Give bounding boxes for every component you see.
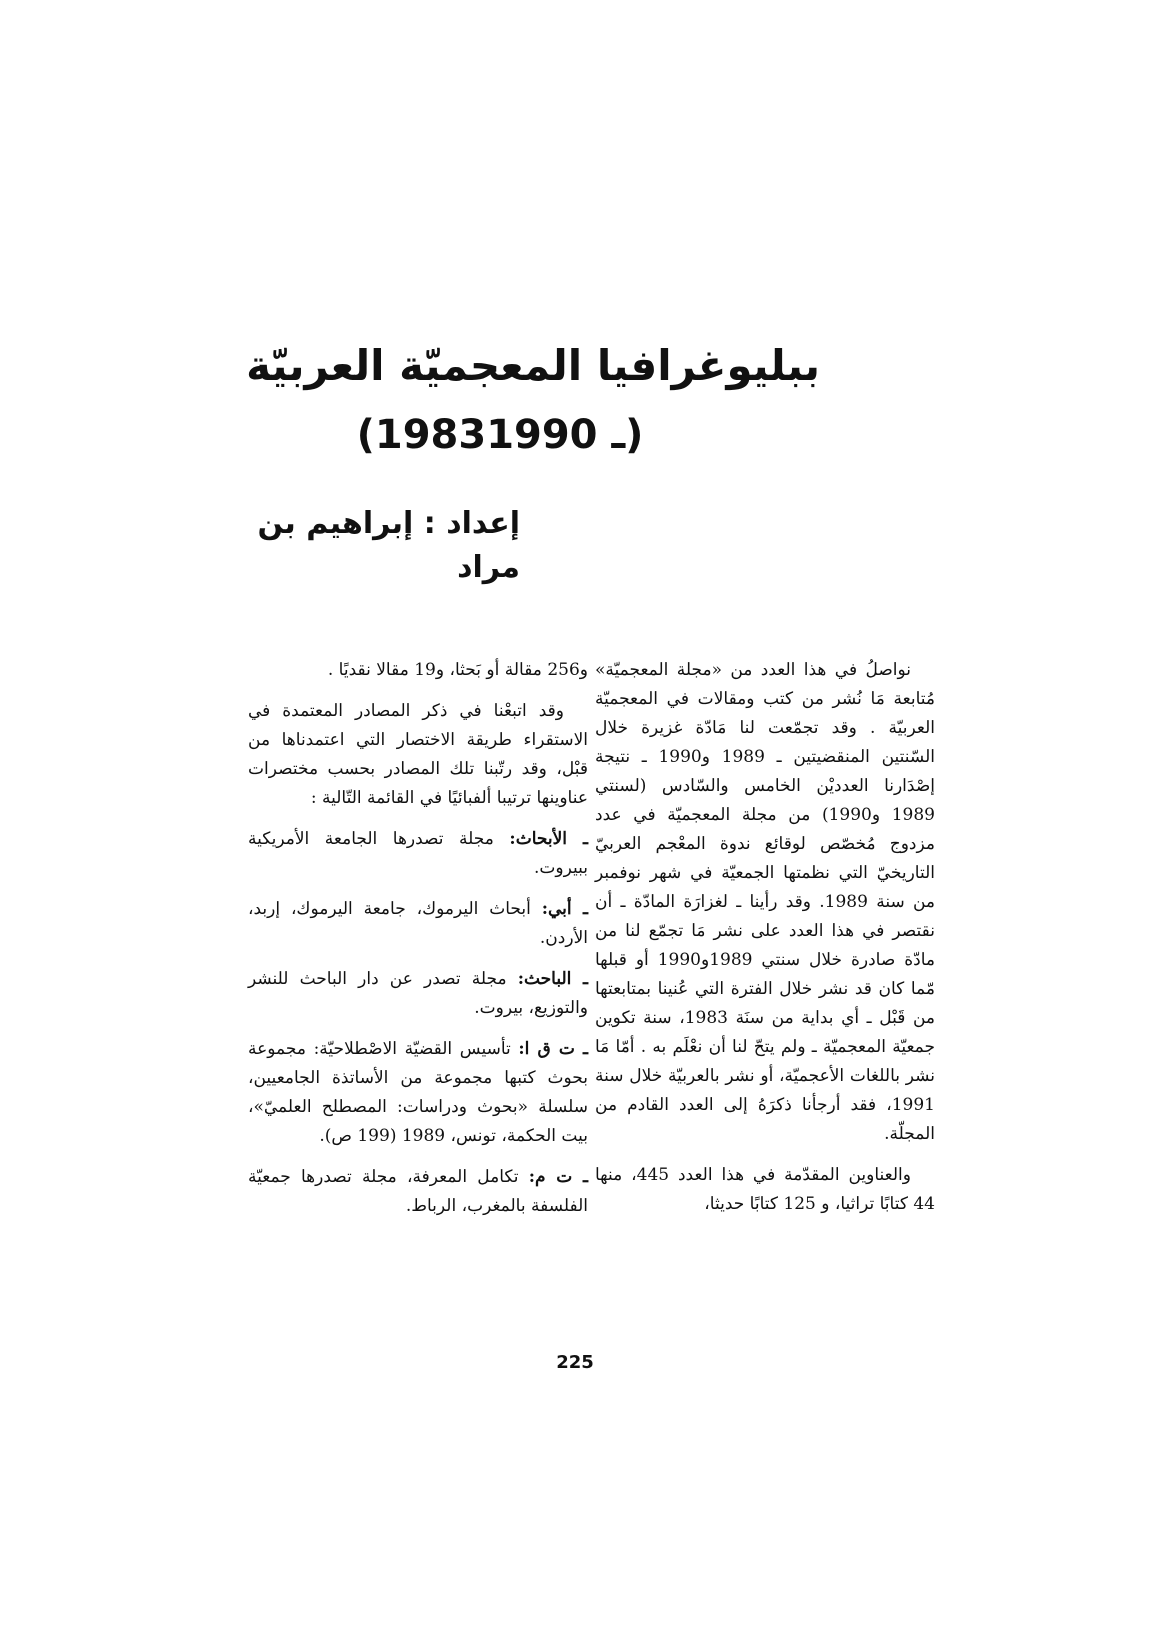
right-column	[595, 656, 935, 1231]
page-title: ببليوغرافيا المعجميّة العربيّة	[246, 341, 820, 390]
source-description: أبحاث اليرموك، جامعة اليرموك، إربد، الأردن.	[248, 899, 588, 948]
source-entry	[248, 895, 588, 953]
source-abbreviation: ـ أبي:	[541, 899, 588, 919]
source-abbreviation: ـ الباحث:	[517, 969, 589, 989]
source-entry	[248, 1035, 588, 1151]
source-description: تأسيس القضيّة الاصْطلاحيّة: مجموعة بحوث كتبها مجموعة من الأساتذة الجامعيين، سلسلة «بحوث ودراسات: المصطلح العلميّ»، بيت الحكمة، تونس، 1989 (199 ص).	[248, 1039, 588, 1146]
source-entry	[248, 1163, 588, 1221]
source-abbreviation: ـ ت م:	[528, 1167, 588, 1187]
method-paragraph: وقد اتبعْنا في ذكر المصادر المعتمدة في الاستقراء طريقة الاختصار التي اعتمدناها من قبْل، وقد رتّبنا تلك المصادر بحسب مختصرات عناوينها ترتيبا ألفبائيًا في القائمة التّالية :	[248, 701, 588, 808]
date-range: (1983ـ 1990)	[356, 412, 644, 458]
source-description: مجلة تصدرها الجامعة الأمريكية ببيروت.	[248, 829, 588, 878]
counts-paragraph: والعناوين المقدّمة في هذا العدد 445، منها 44 كتابًا تراثيا، و 125 كتابًا حديثا،	[595, 1165, 935, 1214]
page-number: 225	[556, 1352, 594, 1373]
source-abbreviation: ـ الأبحاث:	[509, 829, 589, 849]
left-column	[248, 656, 588, 1233]
source-abbreviation: ـ ت ق ا:	[518, 1039, 588, 1059]
source-entry	[248, 825, 588, 883]
source-description: تكامل المعرفة، مجلة تصدرها جمعيّة الفلسفة بالمغرب، الرباط.	[248, 1167, 588, 1216]
source-description: مجلة تصدر عن دار الباحث للنشر والتوزيع، بيروت.	[248, 969, 588, 1018]
author-line: إعداد : إبراهيم بن مراد	[257, 506, 520, 585]
intro-paragraph: نواصلُ في هذا العدد من «مجلة المعجميّة» مُتابعة مَا نُشر من كتب ومقالات في المعجميّة العربيّة . وقد تجمّعت لنا مَادّة غزيرة خلال السّنتين المنقضيتين ـ 1989 و1990 ـ نتيجة إصْدَارنا العدديْن الخامس والسّادس (لسنتي 1989 و1990) من مجلة المعجميّة في عدد مزدوج مُخصّص لوقائع ندوة المعْجم العربيّ التاريخيّ التي نظمتها الجمعيّة في شهر نوفمبر من سنة 1989. وقد رأينا ـ لغزارَة المادّة ـ أن نقتصر في هذا العدد على نشر مَا تجمّع لنا من مادّة صادرة خلال سنتي 1989و1990 أو قبلها مّما كان قد نشر خلال الفترة التي عُنينا بمتابعتها من قَبْل ـ أي بداية من سنَة 1983، سنة تكوين جمعيّة المعجميّة ـ ولم يتحّ لنا أن نعْلَم به . أمّا مَا نشر باللغات الأعجميّة، أو نشر بالعربيّة خلال سنة 1991، فقد أرجأنا ذكرَهُ إلى العدد القادم من المجلّة.	[595, 660, 936, 1144]
source-entry	[248, 965, 588, 1023]
counts-continuation: و256 مقالة أو بَحثا، و19 مقالا نقديًا .	[327, 660, 588, 680]
